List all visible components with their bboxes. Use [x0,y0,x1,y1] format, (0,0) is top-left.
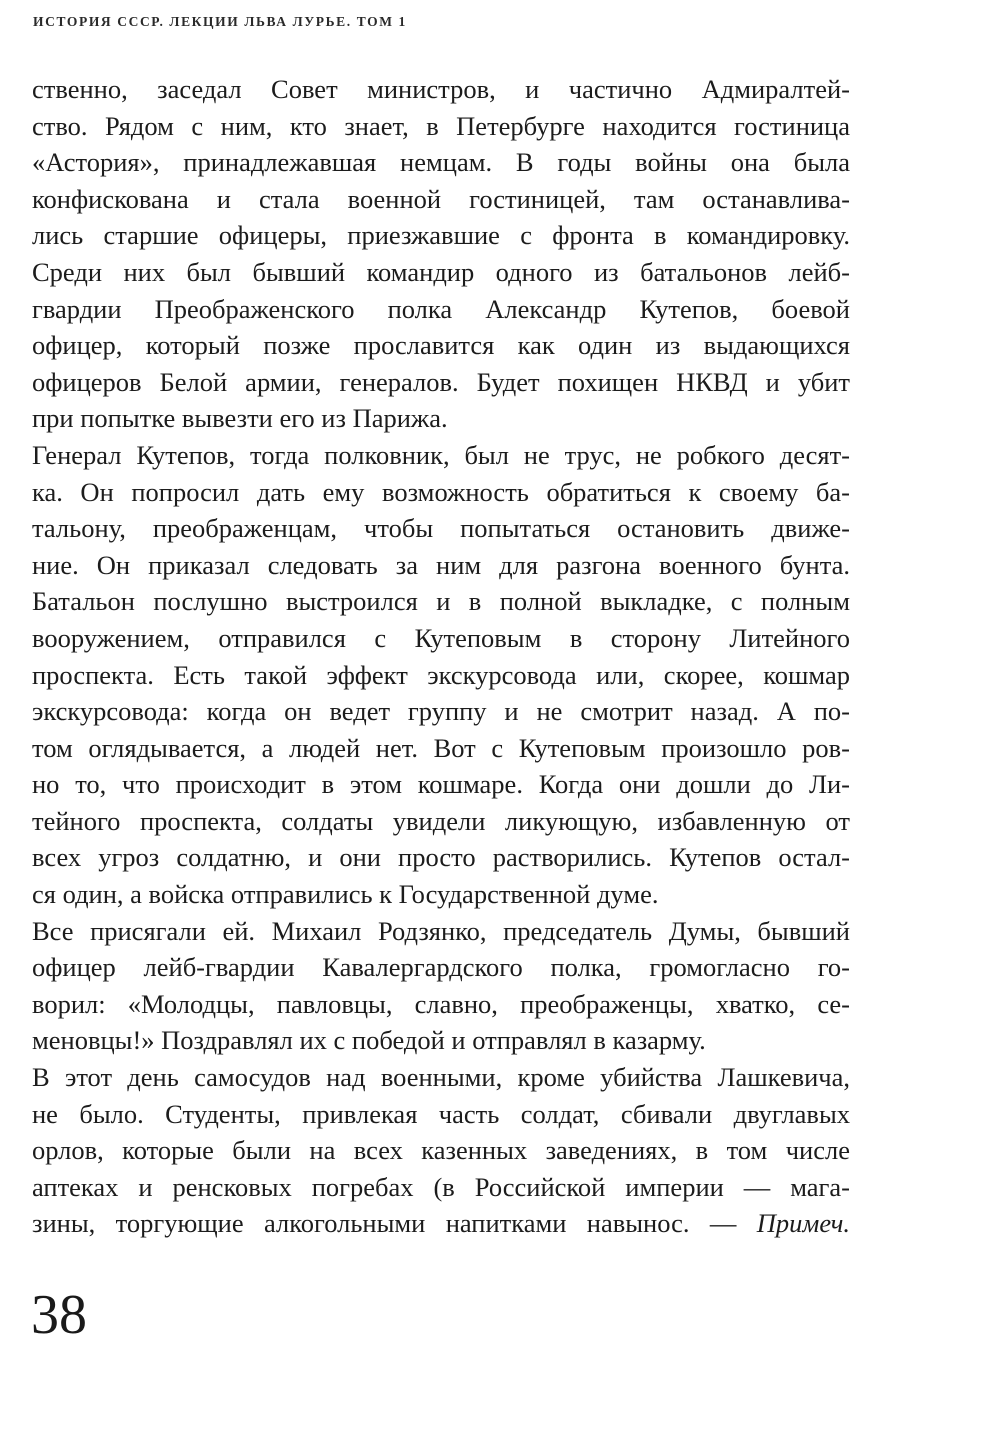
text-line: экскурсовода: когда он ведет группу и не смотрит назад. А по- [32,696,850,727]
text-line: Батальон послушно выстроился и в полной выкладке, с полным [32,586,850,617]
text-line: но то, что происходит в этом кошмаре. Когда они дошли до Ли- [32,769,850,800]
text-line: конфискована и стала военной гостиницей, там останавлива- [32,183,850,214]
text-line: при попытке вывезти его из Парижа. [32,403,448,434]
text-line: лись старшие офицеры, приезжавшие с фронта в командировку. [32,220,850,251]
text-line: Все присягали ей. Михаил Родзянко, председатель Думы, бывший [32,915,850,946]
text-line: офицеров Белой армии, генералов. Будет похищен НКВД и убит [32,366,850,397]
text-line-final [32,1205,850,1242]
text-line: тальону, преображенцам, чтобы попытаться остановить движе- [32,513,850,544]
text-line: меновцы!» Поздравлял их с победой и отправлял в казарму. [32,1025,706,1056]
text-line: ственно, заседал Совет министров, и частично Адмиралтей- [32,74,850,104]
text-line: офицер, который позже прославится как один из выдающихся [32,330,850,361]
text-line: проспекта. Есть такой эффект экскурсовода или, скорее, кошмар [32,659,850,690]
text-line: том оглядывается, а людей нет. Вот с Кутеповым произошло ров- [32,732,850,763]
text-line: ворил: «Молодцы, павловцы, славно, преображенцы, хватко, се- [32,988,850,1019]
text-line: Генерал Кутепов, тогда полковник, был не трус, не робкого десят- [32,439,850,470]
text-line: вооружением, отправился с Кутеповым в сторону Литейного [32,622,850,653]
text-line: «Астория», принадлежавшая немцам. В годы войны она была [32,147,850,178]
text-line: аптеках и ренсковых погребах (в Российской империи — мага- [32,1171,850,1202]
text-line: офицер лейб-гвардии Кавалергардского полка, громогласно го- [32,952,850,983]
note-marker-italic: Примеч. [756,1208,851,1239]
final-line-text: зины, торгующие алкогольными напитками навынос. — [32,1208,737,1239]
text-line: ся один, а войска отправились к Государственной думе. [32,879,659,910]
text-line: тейного проспекта, солдаты увидели ликующую, избавленную от [32,805,850,836]
text-line: всех угроз солдатню, и они просто растворились. Кутепов остал- [32,842,850,873]
running-header: ИСТОРИЯ СССР. ЛЕКЦИИ ЛЬВА ЛУРЬЕ. ТОМ 1 [33,14,407,29]
text-line: ство. Рядом с ним, кто знает, в Петербурге находится гостиница [32,110,850,141]
body-text [32,71,850,1242]
text-line: ние. Он приказал следовать за ним для разгона военного бунта. [32,549,850,580]
page-number: 38 [31,1284,87,1346]
text-line: орлов, которые были на всех казенных заведениях, в том числе [32,1135,850,1166]
text-line: Среди них был бывший командир одного из батальонов лейб- [32,256,850,287]
text-line: В этот день самосудов над военными, кроме убийства Лашкевича, [32,1062,850,1093]
text-line: гвардии Преображенского полка Александр Кутепов, боевой [32,293,850,324]
text-line: ка. Он попросил дать ему возможность обратиться к своему ба- [32,476,850,507]
text-line: не было. Студенты, привлекая часть солдат, сбивали двуглавых [32,1098,850,1129]
